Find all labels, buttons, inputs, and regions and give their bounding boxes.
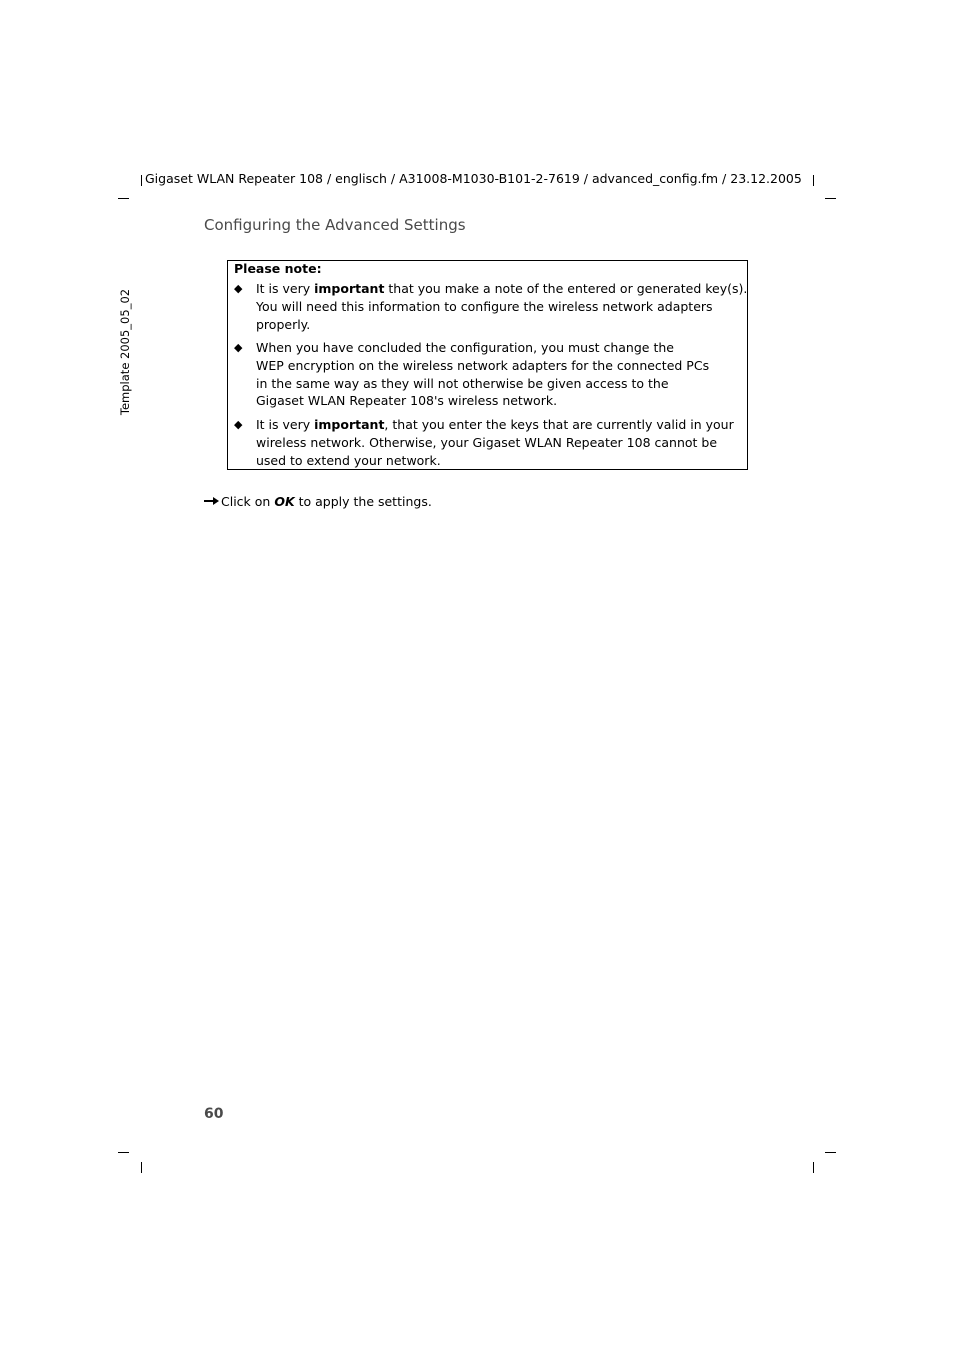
note-bullet-text <box>256 416 748 469</box>
note-title: Please note: <box>234 261 322 276</box>
note-box <box>227 260 748 470</box>
diamond-bullet-icon: ◆ <box>234 418 243 431</box>
crop-mark <box>813 175 814 186</box>
text-line <box>256 416 748 434</box>
diamond-bullet-icon: ◆ <box>234 282 243 295</box>
crop-mark <box>141 175 142 186</box>
text-line: WEP encryption on the wireless network adapters for the connected PCs <box>256 357 710 373</box>
note-bullet-text <box>256 339 748 410</box>
document-header: Gigaset WLAN Repeater 108 / englisch / A31008-M1030-B101-2-7619 / advanced_config.fm / 23.12.2005 <box>145 171 802 186</box>
template-label: Template 2005_05_02 <box>118 288 132 416</box>
text-line: in the same way as they will not otherwise be given access to the <box>256 375 669 391</box>
crop-mark <box>118 1152 129 1153</box>
text-line: properly. <box>256 316 311 332</box>
text-span: , that you enter the keys that are currently valid in your <box>384 417 734 432</box>
text-line <box>256 280 748 298</box>
text-line: You will need this information to configure the wireless network adapters <box>256 298 713 314</box>
crop-mark <box>118 198 129 199</box>
diamond-bullet-icon: ◆ <box>234 341 243 354</box>
text-line: wireless network. Otherwise, your Gigaset WLAN Repeater 108 cannot be <box>256 434 718 450</box>
note-bullet-text <box>256 280 748 333</box>
text-span: that you make a note of the entered or generated key(s). <box>384 281 748 296</box>
crop-mark <box>813 1162 814 1173</box>
arrow-right-icon <box>204 494 221 509</box>
emphasis: important <box>314 281 385 296</box>
crop-mark <box>825 1152 836 1153</box>
section-title: Configuring the Advanced Settings <box>204 216 466 234</box>
emphasis: important <box>314 417 385 432</box>
crop-mark <box>825 198 836 199</box>
action-step <box>204 494 432 509</box>
action-text: Click on <box>221 494 275 509</box>
text-span: It is very <box>256 417 315 432</box>
text-line: When you have concluded the configuration, you must change the <box>256 340 674 355</box>
text-line: Gigaset WLAN Repeater 108's wireless network. <box>256 393 558 409</box>
crop-mark <box>141 1162 142 1173</box>
text-span: It is very <box>256 281 315 296</box>
ok-button-label: OK <box>274 494 295 509</box>
text-line: used to extend your network. <box>256 452 441 468</box>
action-text: to apply the settings. <box>294 494 432 509</box>
page-number: 60 <box>204 1106 224 1122</box>
